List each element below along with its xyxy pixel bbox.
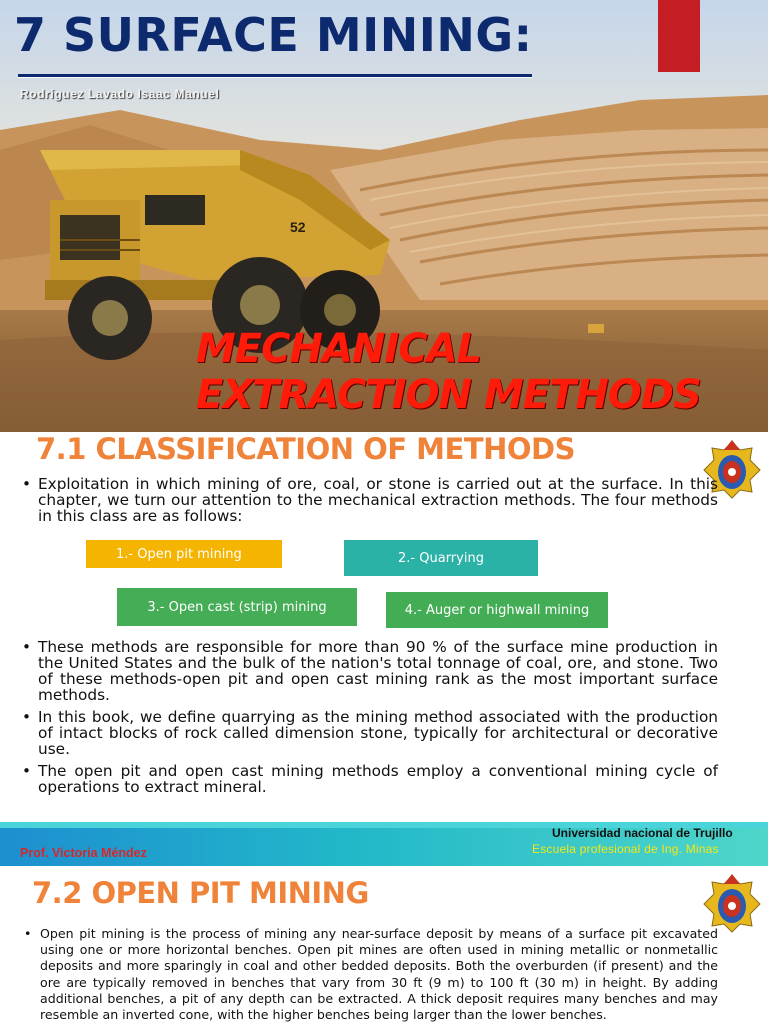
red-accent-tab xyxy=(658,0,700,72)
open-pit-description-list xyxy=(24,926,718,1023)
list-item: • These methods are responsible for more than 90 % of the surface mine production in the United States and the bulk of the nation's total tonnage of coal, ore, and stone. Two of these methods-open pit and open cast mining rank as the most important surface methods. xyxy=(22,639,718,703)
method-open-cast-mining: 3.- Open cast (strip) mining xyxy=(117,588,357,626)
professor-name: Prof. Victoria Méndez xyxy=(20,846,147,860)
overlay-line-1: MECHANICAL xyxy=(196,326,482,372)
section-2-title: 7.2 OPEN PIT MINING xyxy=(32,876,369,910)
title-underline xyxy=(18,74,532,78)
method-quarrying: 2.- Quarrying xyxy=(344,540,538,576)
overlay-line-2: EXTRACTION METHODS xyxy=(196,372,701,418)
university-name: Universidad nacional de Trujillo xyxy=(552,826,733,840)
hero-banner xyxy=(0,0,768,432)
author-name: Rodríguez Lavado Isaac Manuel xyxy=(20,87,220,101)
list-item: • Open pit mining is the process of mining any near-surface deposit by means of a surface pit excavated using one or more horizontal benches. Open pit mines are often used in mining metallic or nonmetallic deposits and more sparingly in coal and other bedded deposits. Both the overburden (if present) and the ore are typically removed in benches that vary from 30 ft (9 m) to 100 ft (30 m) in height. By adding additional benches, a pit of any depth can be extracted. A thick deposit requires many benches and may resemble an inverted cone, with the higher benches being larger than the lower benches. xyxy=(24,926,718,1023)
methods-details-list xyxy=(22,639,718,801)
school-name: Escuela profesional de Ing. Minas xyxy=(532,842,719,856)
section-1-title: 7.1 CLASSIFICATION OF METHODS xyxy=(36,432,575,466)
intro-bullet: • Exploitation in which mining of ore, coal, or stone is carried out at the surface. In this chapter, we turn our attention to the mechanical extraction methods. The four methods in this class are as follows: xyxy=(22,476,718,524)
intro-list xyxy=(22,476,718,524)
list-item: • In this book, we define quarrying as the mining method associated with the production of intact blocks of rock called dimension stone, typically for architectural or decorative use. xyxy=(22,709,718,757)
hero-overlay-heading xyxy=(196,326,701,418)
page-title: 7 SURFACE MINING: xyxy=(14,8,533,62)
method-open-pit-mining: 1.- Open pit mining xyxy=(86,540,282,568)
list-item: • The open pit and open cast mining methods employ a conventional mining cycle of operations to extract mineral. xyxy=(22,763,718,795)
truck-number: 52 xyxy=(290,219,306,235)
method-auger-highwall-mining: 4.- Auger or highwall mining xyxy=(386,592,608,628)
